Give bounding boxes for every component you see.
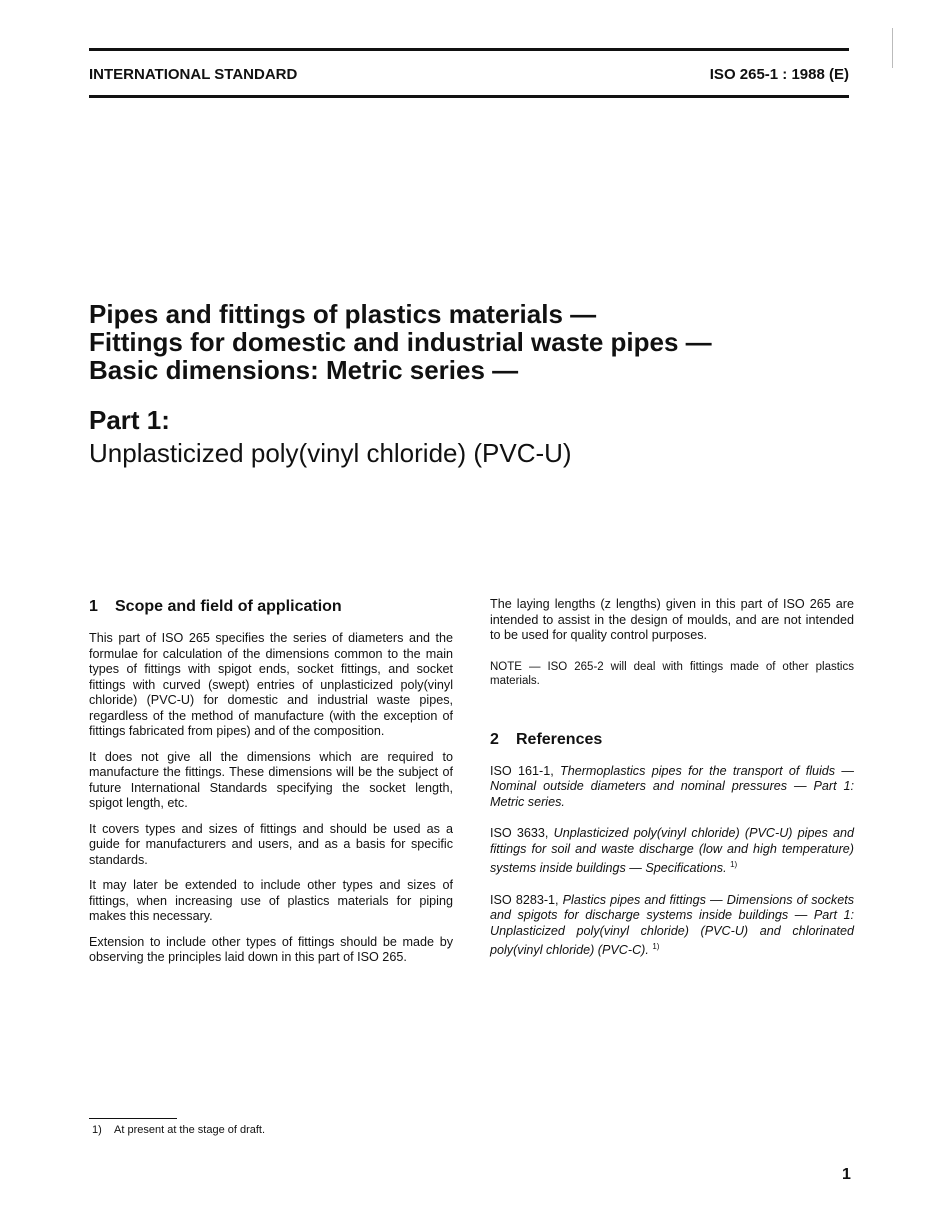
scope-paragraph: It covers types and sizes of fittings and should be used as a guide for manufacturers and users, and as a basis for specific standards. bbox=[89, 821, 453, 867]
reference-id: ISO 3633, bbox=[490, 826, 549, 840]
section-2-title: References bbox=[516, 730, 603, 748]
document-type: INTERNATIONAL STANDARD bbox=[89, 66, 298, 83]
footnote-number: 1) bbox=[92, 1124, 102, 1136]
scope-paragraph: Extension to include other types of fittings should be made by observing the principles laid down in this part of ISO 265. bbox=[89, 934, 453, 964]
section-2-number: 2 bbox=[490, 730, 499, 748]
section-2-heading bbox=[490, 730, 854, 750]
footnote-marker: 1) bbox=[730, 860, 738, 869]
reference-item bbox=[490, 826, 854, 877]
page-number: 1 bbox=[842, 1166, 851, 1183]
scope-paragraph: This part of ISO 265 specifies the series of diameters and the formulae for calculation of the dimensions common to the main types of fittings with spigot ends, socket fittings, and socket fittings with curved (swept) entries of unplasticized poly(vinyl chloride) (PVC-U) for domestic and industrial waste pipes, regardless of the method of manufacture (with the exception of fittings fabricated from pipes) and of the composition. bbox=[89, 631, 453, 738]
scope-paragraph: It may later be extended to include other types and sizes of fittings, when increasing use of plastics materials for piping makes this necessary. bbox=[89, 878, 453, 923]
title-line-2: Fittings for domestic and industrial waste pipes — bbox=[89, 327, 712, 357]
reference-title: Thermoplastics pipes for the transport of fluids — Nominal outside diameters and nominal pressures — Part 1: Metric series. bbox=[490, 763, 854, 809]
part-label: Part 1: bbox=[89, 405, 170, 435]
left-column bbox=[89, 597, 453, 976]
part-subtitle: Unplasticized poly(vinyl chloride) (PVC-U) bbox=[89, 438, 572, 468]
scope-paragraph: It does not give all the dimensions which are required to manufacture the fittings. These dimensions will be the subject of future International Standards specifying the socket length, spigot length, etc. bbox=[89, 749, 453, 810]
title-line-3: Basic dimensions: Metric series — bbox=[89, 355, 519, 385]
reference-title: Plastics pipes and fittings — Dimensions of sockets and spigots for discharge systems inside buildings — Part 1: Unplasticized poly(vinyl chloride) (PVC-U) and chlorinated poly(vinyl chloride) (PVC-C). bbox=[490, 892, 854, 958]
footnote bbox=[92, 1124, 265, 1136]
document-title bbox=[89, 300, 849, 468]
laying-lengths-paragraph: The laying lengths (z lengths) given in this part of ISO 265 are intended to assist in the design of moulds, and are not intended to be used for quality control purposes. bbox=[490, 597, 854, 642]
section-1-number: 1 bbox=[89, 598, 98, 615]
document-number: ISO 265-1 : 1988 (E) bbox=[709, 66, 849, 83]
header-top-rule bbox=[89, 48, 849, 51]
reference-title: Unplasticized poly(vinyl chloride) (PVC-U) pipes and fittings for soil and waste discharge (low and high temperature) systems inside buildings — Specifications. bbox=[490, 826, 854, 876]
reference-item bbox=[490, 893, 854, 959]
footnote-marker: 1) bbox=[652, 942, 660, 952]
section-1-heading bbox=[89, 597, 453, 617]
footnote-text: At present at the stage of draft. bbox=[114, 1124, 266, 1136]
reference-id: ISO 8283-1, bbox=[490, 892, 559, 907]
title-line-1: Pipes and fittings of plastics materials — bbox=[89, 299, 597, 329]
reference-item bbox=[490, 764, 854, 811]
header-bottom-rule bbox=[89, 95, 849, 98]
margin-mark bbox=[892, 28, 893, 68]
footnote-rule bbox=[89, 1118, 177, 1119]
right-column bbox=[490, 597, 854, 975]
section-1-title: Scope and field of application bbox=[115, 598, 342, 615]
note: NOTE — ISO 265-2 will deal with fittings made of other plastics materials. bbox=[490, 660, 854, 687]
reference-id: ISO 161-1, bbox=[490, 763, 554, 778]
